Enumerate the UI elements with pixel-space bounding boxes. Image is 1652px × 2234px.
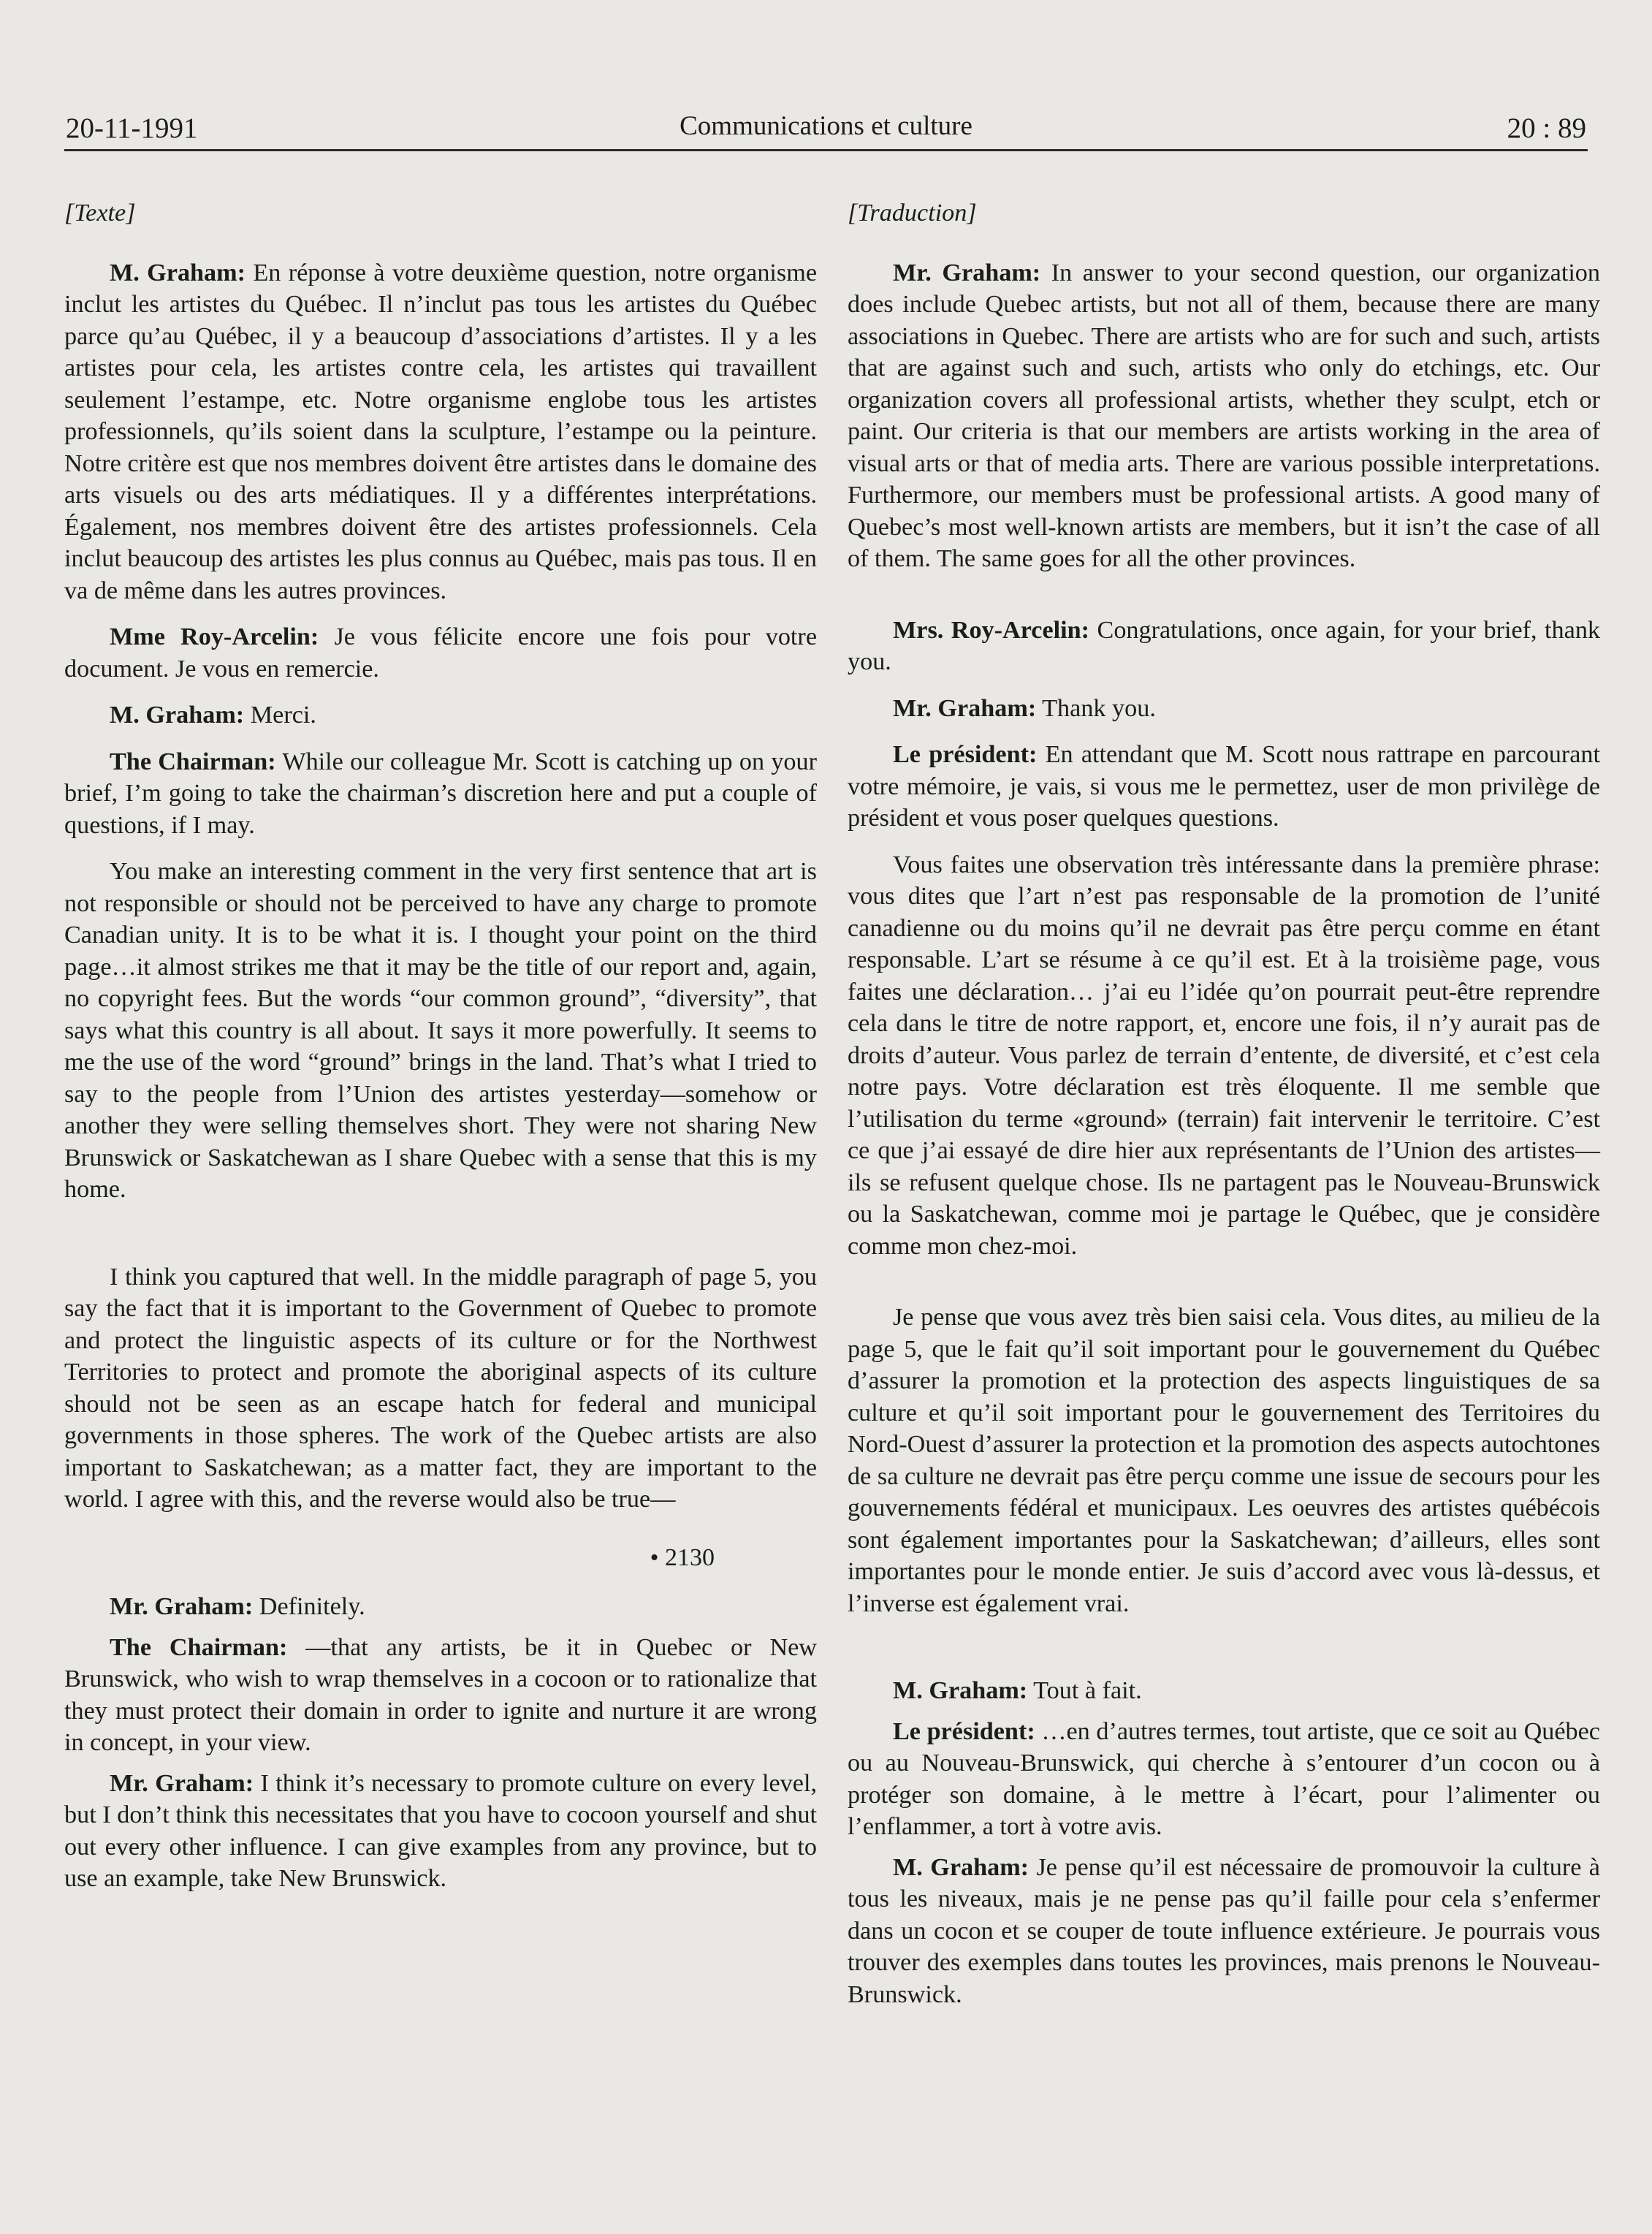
speaker: Mme Roy-Arcelin:	[110, 623, 319, 650]
speech: I think you captured that well. In the middle paragraph of page 5, you say the fact that it is important to the Government of Quebec to promote and protect the linguistic aspects of its culture or for the Northwest Territories to protect and promote the aboriginal aspects of its culture should not be seen as an escape hatch for federal and municipal governments in those spheres. The work of the Quebec artists are also important to Saskatchewan; as a matter fact, they are important to the world. I agree with this, and the reverse would also be true—	[64, 1263, 817, 1513]
speaker: Le président:	[893, 741, 1038, 768]
column-label-traduction: [Traduction]	[848, 200, 977, 227]
speech: En attendant que M. Scott nous rattrape en parcourant votre mémoire, je vais, si vous me le permettez, user de mon privilège de président et vous poser quelques questions.	[848, 741, 1600, 832]
speech: Je pense que vous avez très bien saisi cela. Vous dites, au milieu de la page 5, que le fait qu’il soit important pour le gouvernement du Québec d’assurer la promotion et la protection des aspects linguistiques de sa culture et qu’il soit important pour le gouvernement des Territoires du Nord-Ouest d’assurer la protection et la promotion des aspects autochtones de sa culture ne devrait pas être perçu comme une issue de secours pour les gouvernements fédéral et municipaux. Les oeuvres des artistes québécois sont également importantes pour la Saskatchewan; d’ailleurs, elles sont importantes pour le monde entier. Je suis d’accord avec vous là-dessus, et l’inverse est également vrai.	[848, 1304, 1600, 1617]
speech: Definitely.	[253, 1593, 365, 1620]
left-column-original	[64, 197, 817, 1895]
speaker: M. Graham:	[893, 1853, 1029, 1881]
speech: In answer to your second question, our organization does include Quebec artists, but not all of them, because there are many associations in Quebec. There are artists who are for such and such, artists that are against such and such, artists who only do etchings, etc. Our organization covers all professional artists, whether they sculpt, etch or paint. Our criteria is that our members are artists working in the area of visual arts or that of media arts. There are various possible interpretations. Furthermore, our members must be professional artists. A good many of Quebec’s most well-known artists are members, but it isn’t the case of all of them. The same goes for all the other provinces.	[848, 259, 1600, 572]
speech: —that any artists, be it in Quebec or New Brunswick, who wish to wrap themselves in a cocoon or to rationalize that they must protect their domain in order to ignite and nurture it are wrong in concept, in your view.	[64, 1633, 817, 1756]
speaker: The Chairman:	[110, 748, 276, 775]
speaker: Mr. Graham:	[893, 694, 1037, 722]
column-label-texte: [Texte]	[64, 200, 136, 227]
paragraph	[848, 693, 1600, 725]
speech: While our colleague Mr. Scott is catching up on your brief, I’m going to take the chairman’s discretion here and put a couple of questions, if I may.	[64, 748, 817, 839]
speech: You make an interesting comment in the very first sentence that art is not responsible or should not be perceived to have any charge to promote Canadian unity. It is to be what it is. I thought your point on the third page…it almost strikes me that it may be the title of our report and, again, no copyright fees. But the words “our common ground”, “diversity”, that says what this country is all about. It says it more powerfully. It seems to me the use of the word “ground” brings in the land. That’s what I tried to say to the people from l’Union des artistes yesterday—somehow or another they were selling themselves short. They were not sharing New Brunswick or Saskatchewan as I share Quebec with a sense that this is my home.	[64, 858, 817, 1203]
running-header	[64, 108, 1588, 151]
paragraph	[64, 1632, 817, 1759]
paragraph	[64, 1591, 817, 1623]
speech: Congratulations, once again, for your brief, thank you.	[848, 616, 1601, 675]
speech: …en d’autres termes, tout artiste, que ce soit au Québec ou au Nouveau-Brunswick, qui cherche à s’entourer d’un cocon ou à protéger son domaine, à le mettre à l’écart, pour l’alimenter ou l’enflammer, a tort à votre avis.	[848, 1717, 1600, 1840]
paragraph	[64, 1768, 817, 1895]
paragraph	[64, 699, 817, 732]
speech: Je pense qu’il est nécessaire de promouvoir la culture à tous les niveaux, mais je ne pense pas qu’il faille pour cela s’enfermer dans un cocon et se couper de toute influence extérieure. Je pourrais vous trouver des exemples dans toutes les provinces, mais prenons le Nouveau-Brunswick.	[848, 1853, 1600, 2008]
right-column-translation	[848, 197, 1600, 2010]
speaker: Mrs. Roy-Arcelin:	[893, 616, 1090, 644]
speech: Tout à fait.	[1027, 1677, 1142, 1704]
speaker: Mr. Graham:	[893, 259, 1041, 286]
speaker: Mr. Graham:	[110, 1593, 254, 1620]
paragraph	[64, 621, 817, 685]
paragraph	[64, 746, 817, 842]
paragraph	[848, 1302, 1600, 1619]
paragraph	[64, 1261, 817, 1516]
header-title: Communications et culture	[680, 111, 972, 141]
paragraph	[848, 615, 1600, 678]
paragraph	[848, 257, 1600, 575]
speech: En réponse à votre deuxième question, notre organisme inclut les artistes du Québec. Il n’inclut pas tous les artistes du Québec parce qu’au Québec, il y a beaucoup d’associations d’artistes. Il y a les artistes pour cela, les artistes contre cela, les artistes qui travaillent seulement l’estampe, etc. Notre organisme englobe tous les artistes professionnels, qu’ils soient dans la sculpture, l’estampe ou la peinture. Notre critère est que nos membres doivent être artistes dans le domaine des arts visuels ou des arts médiatiques. Il y a différentes interprétations. Également, nos membres doivent être des artistes professionnels. Cela inclut beaucoup des artistes les plus connus au Québec, mais pas tous. Il en va de même dans les autres provinces.	[64, 259, 817, 604]
speaker: The Chairman:	[110, 1633, 288, 1661]
speaker: Mr. Graham:	[110, 1769, 254, 1797]
paragraph	[848, 1852, 1600, 2011]
speech: Merci.	[244, 702, 316, 729]
speaker: Le président:	[893, 1717, 1035, 1745]
speech: I think it’s necessary to promote culture on every level, but I don’t think this necessitates that you have to cocoon yourself and shut out every other influence. I can give examples from any province, but to use an example, take New Brunswick.	[64, 1769, 817, 1892]
speech: Vous faites une observation très intéressante dans la première phrase: vous dites que l’art n’est pas responsable de la promotion de l’unité canadienne ou du moins qu’il ne devrait pas être perçu comme en étant responsable. L’art se résume à ce qu’il est. Et à la troisième page, vous faites une déclaration… j’ai eu l’idée qu’on pourrait peut-être reprendre cela dans le titre de notre rapport, et, encore une fois, il n’y aurait pas de droits d’auteur. Vous parlez de terrain d’entente, de diversité, et c’est cela notre pays. Votre déclaration est très éloquente. Il me semble que l’utilisation du terme «ground» (terrain) fait intervenir le territoire. C’est ce que j’ai essayé de dire hier aux représentants de l’Union des artistes—ils se refusent quelque chose. Ils ne partagent pas le Nouveau-Brunswick ou la Saskatchewan, comme moi je partage le Québec, que je considère comme mon chez-moi.	[848, 851, 1600, 1260]
paragraph	[64, 856, 817, 1206]
paragraph	[64, 257, 817, 607]
paragraph	[848, 1716, 1600, 1843]
time-marker: • 2130	[650, 1543, 715, 1571]
header-page-number: 20 : 89	[1507, 113, 1586, 144]
speech: Je vous félicite encore une fois pour votre document. Je vous en remercie.	[64, 623, 817, 683]
paragraph	[848, 1675, 1600, 1707]
header-date: 20-11-1991	[66, 113, 198, 144]
speaker: M. Graham:	[893, 1677, 1028, 1704]
paragraph	[848, 849, 1600, 1263]
speaker: M. Graham:	[110, 259, 246, 286]
paragraph	[848, 739, 1600, 835]
speaker: M. Graham:	[110, 702, 245, 729]
speech: Thank you.	[1036, 694, 1156, 722]
